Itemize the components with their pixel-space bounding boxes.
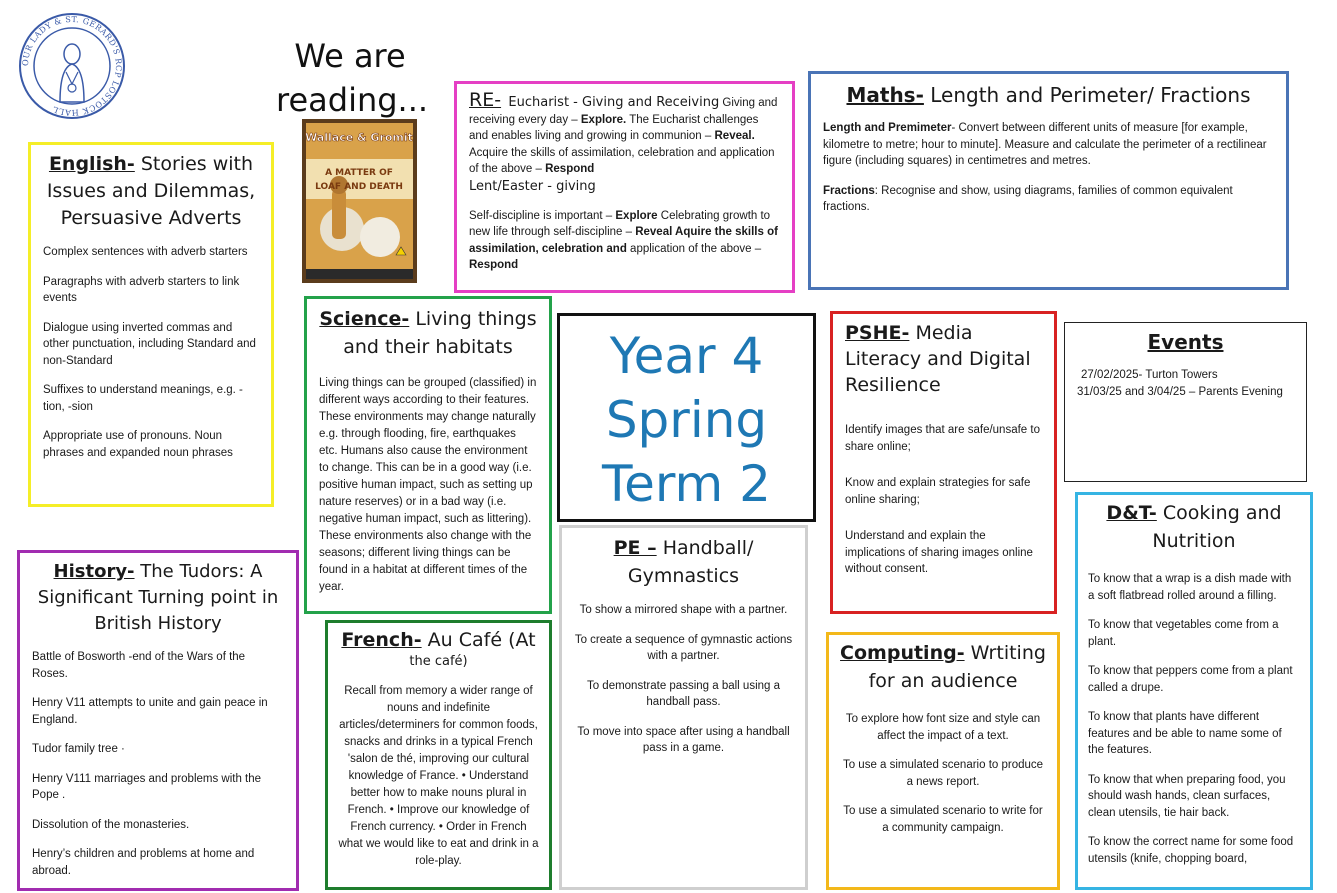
list-item: To know that vegetables come from a plant. [1088, 619, 1279, 648]
english-subject: English- [48, 153, 135, 175]
list-item: To explore how font size and style can affect the impact of a text. [845, 713, 1041, 742]
computing-subject: Computing- [840, 642, 965, 664]
re-text: application of the above – [626, 242, 762, 255]
re-text: Acquire the skills of assimilation, celebration and application of the above – [469, 146, 775, 175]
re-text: Self-discipline is important – [469, 209, 616, 222]
list-item: To move into space after using a handball pass in a game. [577, 725, 790, 754]
maths-label: Length and Premimeter [823, 122, 952, 134]
event-item: 31/03/25 and 3/04/25 – Parents Evening [1077, 385, 1283, 398]
dt-subject: D&T- [1106, 502, 1157, 524]
dvd-logo-text: Wallace & Gromit [305, 131, 413, 144]
events-panel [1064, 322, 1307, 482]
list-item: Complex sentences with adverb starters [43, 246, 248, 258]
pe-topic: Handball/ Gymnastics [627, 537, 754, 587]
list-item: To use a simulated scenario to write for a community campaign. [843, 805, 1043, 834]
list-item: Dissolution of the monasteries. [32, 818, 190, 831]
list-item: Battle of Bosworth -end of the Wars of the Roses. [32, 651, 246, 680]
re-topic-1: Eucharist - Giving and Receiving [508, 95, 720, 110]
dt-panel [1075, 492, 1313, 890]
dvd-cover-image [302, 119, 417, 283]
list-item: Suffixes to understand meanings, e.g. -tion, -sion [43, 384, 243, 413]
term-year: Year 4 [609, 327, 764, 385]
maths-text: : Recognise and show, using diagrams, families of common equivalent fractions. [823, 184, 1233, 213]
list-item: Tudor family tree · [32, 743, 125, 755]
re-text: Celebrating growth to new life through self-discipline – [469, 209, 771, 238]
maths-topic: Length and Perimeter/ Fractions [930, 83, 1251, 107]
term-season: Spring [605, 391, 768, 449]
english-panel [28, 142, 274, 507]
english-topic: Stories with Issues and Dilemmas, Persuasive Adverts [46, 153, 256, 229]
computing-panel [826, 632, 1060, 890]
term-title-panel [557, 313, 816, 522]
science-subject: Science- [319, 308, 410, 330]
re-keyword: Respond [469, 259, 519, 271]
french-subject: French- [341, 629, 422, 651]
list-item: To know that when preparing food, you should wash hands, clean surfaces, clean utensils, tie hair back. [1088, 773, 1286, 819]
list-item: To know that a wrap is a dish made with a soft flatbread rolled around a filling. [1088, 573, 1292, 602]
reading-title: We are reading... [276, 37, 429, 119]
list-item: To demonstrate passing a ball using a handball pass. [586, 679, 781, 708]
list-item: Dialogue using inverted commas and other punctuation, including Standard and non-Standard [43, 321, 256, 367]
french-topic-2: the café) [409, 654, 468, 669]
list-item: To know that plants have different features and be able to name some of the features. [1088, 711, 1282, 756]
french-text: Recall from memory a wider range of nouns and indefinite articles/determiners for common foods, snacks and drinks in a typical French 'salon de thé, improving our cultural knowledge of France. • Understand better how to make nouns plural in French. • Improve our knowledge of French currency. • Order in French what we would like to eat and drink in a role-play. [338, 685, 539, 867]
re-keyword: Reveal Aquire the skills of assimilation, celebration and [469, 226, 778, 255]
list-item: Understand and explain the implications of sharing images online without consent. [845, 530, 1033, 575]
list-item: Henry V11 attempts to unite and gain peace in England. [32, 697, 268, 726]
school-logo [16, 10, 128, 122]
re-text: Giving and receiving every day – [469, 97, 778, 126]
list-item: Know and explain strategies for safe online sharing; [845, 477, 1031, 506]
computing-topic: Wrtiting for an audience [868, 642, 1046, 692]
re-keyword: Explore [615, 209, 658, 222]
pshe-subject: PSHE- [845, 322, 910, 344]
list-item: To create a sequence of gymnastic actions with a partner. [574, 633, 793, 662]
history-subject: History- [53, 561, 135, 582]
science-text: Living things can be grouped (classified) in different ways according to their features. These environments may change naturally e.g. through flooding, fire, earthquakes etc. Humans also cause the environment to change. This can be in a good way (i.e. positive human impact, such as setting up nature reserves) or in a bad way (i.e. negative human impact, such as littering). These environments also change with the seasons; different living things can be found in a habitat at different times of the year. [319, 377, 537, 593]
pshe-topic: Media Literacy and Digital Resilience [845, 322, 1031, 396]
science-panel [304, 296, 552, 614]
french-topic: Au Café (At [427, 629, 536, 651]
pe-subject: PE – [613, 537, 657, 559]
re-keyword: Explore. [580, 113, 627, 126]
list-item: To show a mirrored shape with a partner. [579, 604, 788, 616]
re-subject: RE- [469, 89, 502, 111]
list-item: Paragraphs with adverb starters to link events [43, 275, 240, 304]
list-item: Henry V111 marriages and problems with the Pope . [32, 772, 262, 801]
re-keyword: Respond [545, 163, 595, 175]
re-text: The Eucharist challenges and enables living and growing in communion – [469, 113, 759, 142]
list-item: To know the correct name for some food utensils (knife, chopping board, [1088, 836, 1294, 865]
svg-text:A MATTER OF: A MATTER OF [325, 168, 393, 178]
list-item: Henry’s children and problems at home and abroad. [32, 848, 255, 877]
maths-text: - Convert between different units of measure [for example, kilometre to metre; hour to minute]. Measure and calculate the perimeter of a rectilinear figure (including squares) in centimetres and metres. [823, 122, 1267, 167]
re-keyword: Reveal. [714, 130, 755, 142]
maths-panel [808, 71, 1289, 290]
history-panel [17, 550, 299, 891]
history-topic: The Tudors: A Significant Turning point in British History [37, 561, 279, 634]
list-item: Identify images that are safe/unsafe to share online; [845, 424, 1040, 453]
maths-label: Fractions [823, 184, 875, 197]
french-panel [325, 620, 552, 890]
event-item: 27/02/2025- Turton Towers [1081, 369, 1218, 381]
pshe-panel [830, 311, 1057, 614]
re-topic-2: Lent/Easter - giving [469, 178, 596, 194]
svg-text:LOAF AND DEATH: LOAF AND DEATH [315, 182, 403, 192]
list-item: Appropriate use of pronouns. Noun phrases and expanded noun phrases [43, 430, 233, 459]
re-panel [454, 81, 795, 293]
list-item: To know that peppers come from a plant called a drupe. [1088, 665, 1293, 694]
maths-subject: Maths- [846, 83, 924, 107]
list-item: To use a simulated scenario to produce a news report. [842, 759, 1044, 788]
dt-topic: Cooking and Nutrition [1152, 502, 1282, 552]
pe-panel [559, 525, 808, 890]
events-title: Events [1147, 330, 1224, 354]
logo-ring-text: OUR LADY & ST. GERARD'S RCP LOSTOCK HALL [20, 14, 124, 118]
science-topic: Living things and their habitats [343, 308, 537, 358]
term-number: Term 2 [602, 455, 771, 513]
